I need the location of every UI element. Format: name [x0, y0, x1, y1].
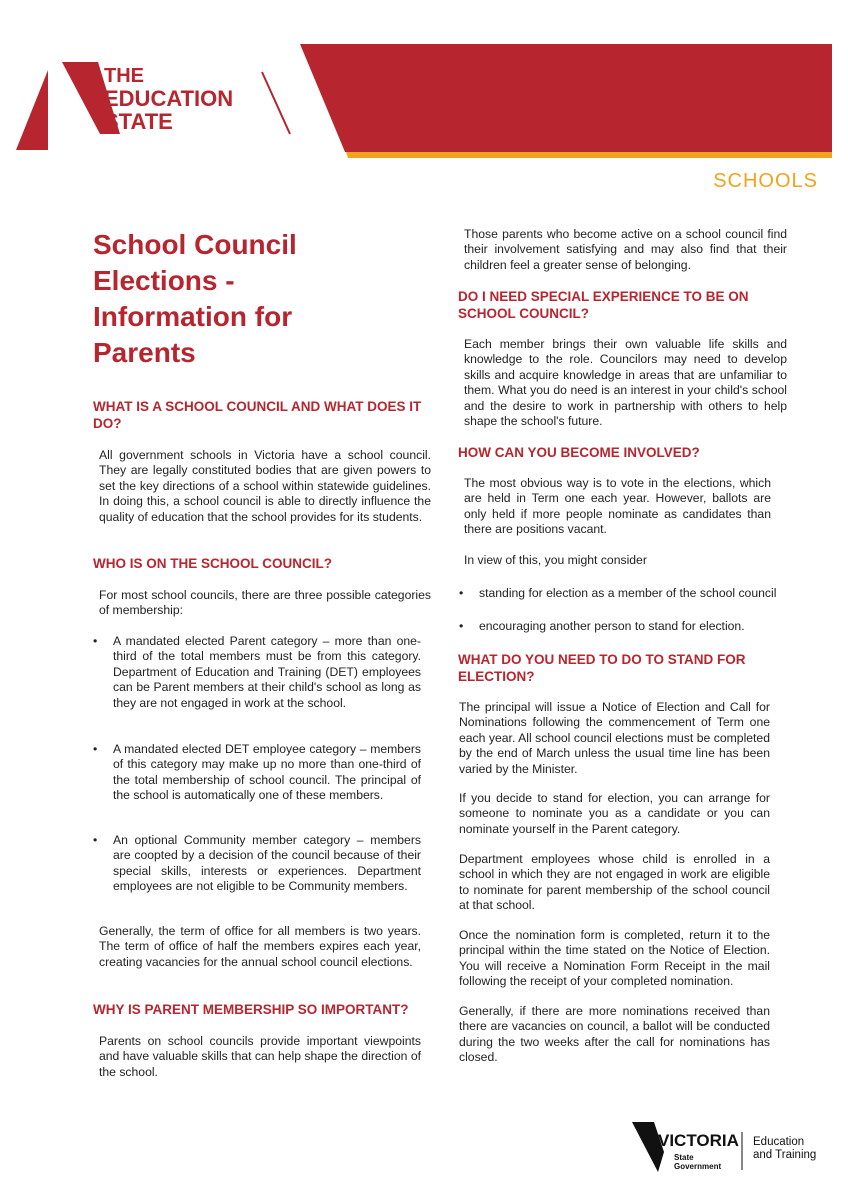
paragraph: Generally, the term of office for all members is two years. The term of office of half the members expires each year, creating vacancies for the annual school council elections. [99, 924, 421, 969]
title-line: School Council [93, 229, 297, 260]
heading-what-is-council: WHAT IS A SCHOOL COUNCIL AND WHAT DOES IT DO? [93, 399, 422, 431]
list-item: • A mandated elected Parent category – more than one-third of the total members must be from this category. Department of Education and Training (DET) employees can be Parent members at their child's school as long as they are not engaged in work at the school. [93, 634, 421, 710]
paragraph: The most obvious way is to vote in the elections, which are held in Term one each year. However, ballots are only held if more people nominate as candidates than there are positions vacant. [464, 476, 771, 537]
bullet-icon: • [93, 742, 98, 756]
logo-slash [262, 72, 290, 134]
list-item: • A mandated elected DET employee category – members of this category may make up no more than one-third of the total membership of school council. The principal of the school is automatically one of these members. [93, 742, 421, 803]
paragraph: Each member brings their own valuable life skills and knowledge to the role. Councilors may need to develop skills and acquire knowledge in areas that are unfamiliar to them. What you do need is an interest in your child's school and the desire to work in partnership with others to help shape the school's future. [464, 337, 787, 429]
logo-education: EDUCATION [104, 86, 234, 111]
logo-the: THE [104, 65, 144, 87]
paragraph: Department employees whose child is enrolled in a school in which they are not engaged in work are eligible to nominate for parent membership of the school council at that school. [459, 852, 770, 913]
department-line-2: and Training [753, 1149, 817, 1161]
paragraph: In view of this, you might consider [464, 553, 647, 567]
heading-why-parent: WHY IS PARENT MEMBERSHIP SO IMPORTANT? [93, 1002, 409, 1017]
orange-stripe [346, 152, 832, 158]
paragraph: Parents on school councils provide important viewpoints and have valuable skills that can help shape the direction of the school. [99, 1034, 421, 1079]
header-banner [0, 0, 848, 170]
logo-state: STATE [104, 109, 173, 134]
title-line: Parents [93, 337, 196, 368]
state-text: State [674, 1153, 694, 1162]
list-item: • An optional Community member category – members are coopted by a decision of the council because of their special skills, interests or experiences. Department employees are not eligible to be Community members. [93, 833, 421, 894]
bullet-icon: • [93, 833, 98, 847]
paragraph: All government schools in Victoria have a school council. They are legally constituted bodies that are given powers to set the key directions of a school within statewide guidelines. In doing this, a school council is able to directly influence the quality of education that the school provides for its students. [99, 448, 431, 524]
title-line: Elections - [93, 265, 235, 296]
paragraph: Those parents who become active on a school council find their involvement satisfying and may also find that their children feel a greater sense of belonging. [464, 227, 787, 272]
department-line-1: Education [753, 1136, 805, 1148]
victoria-wordmark: VICTORIA [658, 1131, 739, 1150]
heading-special-experience: DO I NEED SPECIAL EXPERIENCE TO BE ON SCHOOL COUNCIL? [458, 289, 749, 321]
bullet-icon: • [459, 619, 464, 633]
page-title [93, 227, 393, 371]
section-label: SCHOOLS [713, 170, 818, 192]
government-text: Government [674, 1162, 722, 1171]
paragraph: If you decide to stand for election, you can arrange for someone to nominate you as a candidate or you can nominate yourself in the Parent category. [459, 791, 770, 836]
heading-stand-for-election: WHAT DO YOU NEED TO DO TO STAND FOR ELECTION? [458, 652, 746, 684]
title-line: Information for [93, 301, 293, 332]
paragraph: The principal will issue a Notice of Election and Call for Nominations following the commencement of Term one each year. All school council elections must be completed by the end of March unless the usual time line has been varied by the Minister. [459, 700, 770, 776]
bullet-icon: • [459, 586, 464, 600]
list-item: • standing for election as a member of the school council [459, 586, 777, 600]
paragraph: Generally, if there are more nominations received than there are vacancies on council, a ballot will be conducted during the two weeks after the call for nominations has closed. [459, 1004, 770, 1065]
red-band [300, 44, 832, 152]
left-red-wedge [16, 70, 48, 150]
heading-become-involved: HOW CAN YOU BECOME INVOLVED? [458, 445, 700, 460]
bullet-icon: • [93, 634, 98, 648]
paragraph: Once the nomination form is completed, return it to the principal within the time stated on the Notice of Election. You will receive a Nomination Form Receipt in the mail following the receipt of your completed nomination. [459, 928, 770, 989]
paragraph: For most school councils, there are three possible categories of membership: [99, 588, 431, 618]
list-item: • encouraging another person to stand for election. [459, 619, 745, 633]
heading-who-is-on: WHO IS ON THE SCHOOL COUNCIL? [93, 556, 332, 571]
victoria-government-logo [632, 1118, 832, 1178]
